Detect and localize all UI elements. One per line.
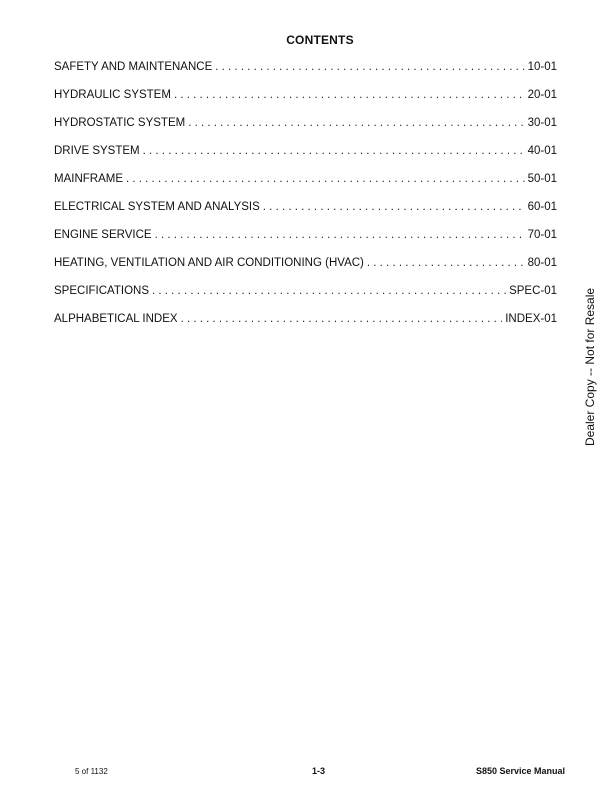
toc-dot-leader [181, 313, 503, 325]
toc-entry-page: 20-01 [527, 89, 557, 101]
toc-entry-title: MAINFRAME [54, 173, 123, 185]
toc-entry-page: 60-01 [527, 201, 557, 213]
toc-entry-electrical-system-and-analysis[interactable] [54, 201, 557, 229]
toc-entry-engine-service[interactable] [54, 229, 557, 257]
toc-entry-mainframe[interactable] [54, 173, 557, 201]
toc-entry-page: INDEX-01 [505, 313, 557, 325]
toc-entry-page: 10-01 [527, 61, 557, 73]
table-of-contents [54, 61, 557, 341]
toc-entry-hydrostatic-system[interactable] [54, 117, 557, 145]
footer-page-count: 5 of 1132 [75, 767, 108, 776]
toc-entry-specifications[interactable] [54, 285, 557, 313]
toc-dot-leader [367, 257, 525, 269]
toc-entry-safety-and-maintenance[interactable] [54, 61, 557, 89]
toc-dot-leader [126, 173, 525, 185]
toc-entry-title: HEATING, VENTILATION AND AIR CONDITIONING (HVAC) [54, 257, 364, 269]
toc-entry-title: SPECIFICATIONS [54, 285, 149, 297]
toc-entry-hydraulic-system[interactable] [54, 89, 557, 117]
toc-entry-hvac[interactable] [54, 257, 557, 285]
toc-entry-page: SPEC-01 [509, 285, 557, 297]
toc-entry-page: 50-01 [527, 173, 557, 185]
toc-dot-leader [143, 145, 525, 157]
toc-entry-title: HYDROSTATIC SYSTEM [54, 117, 186, 129]
toc-entry-title: DRIVE SYSTEM [54, 145, 140, 157]
toc-dot-leader [152, 285, 506, 297]
toc-entry-page: 30-01 [527, 117, 557, 129]
footer-manual-title: S850 Service Manual [476, 766, 566, 776]
toc-entry-page: 80-01 [527, 257, 557, 269]
toc-entry-title: ELECTRICAL SYSTEM AND ANALYSIS [54, 201, 260, 213]
toc-dot-leader [215, 61, 524, 73]
toc-entry-alphabetical-index[interactable] [54, 313, 557, 341]
toc-entry-title: ENGINE SERVICE [54, 229, 152, 241]
toc-entry-title: HYDRAULIC SYSTEM [54, 89, 171, 101]
footer-page-number: 1-3 [312, 766, 326, 776]
toc-dot-leader [155, 229, 525, 241]
toc-dot-leader [188, 117, 524, 129]
toc-entry-title: ALPHABETICAL INDEX [54, 313, 178, 325]
toc-entry-page: 70-01 [527, 229, 557, 241]
toc-entry-drive-system[interactable] [54, 145, 557, 173]
toc-entry-title: SAFETY AND MAINTENANCE [54, 61, 213, 73]
dealer-copy-watermark: Dealer Copy -- Not for Resale [583, 287, 597, 446]
toc-entry-page: 40-01 [527, 145, 557, 157]
toc-dot-leader [263, 201, 525, 213]
page-title: CONTENTS [286, 33, 354, 47]
toc-dot-leader [174, 89, 525, 101]
